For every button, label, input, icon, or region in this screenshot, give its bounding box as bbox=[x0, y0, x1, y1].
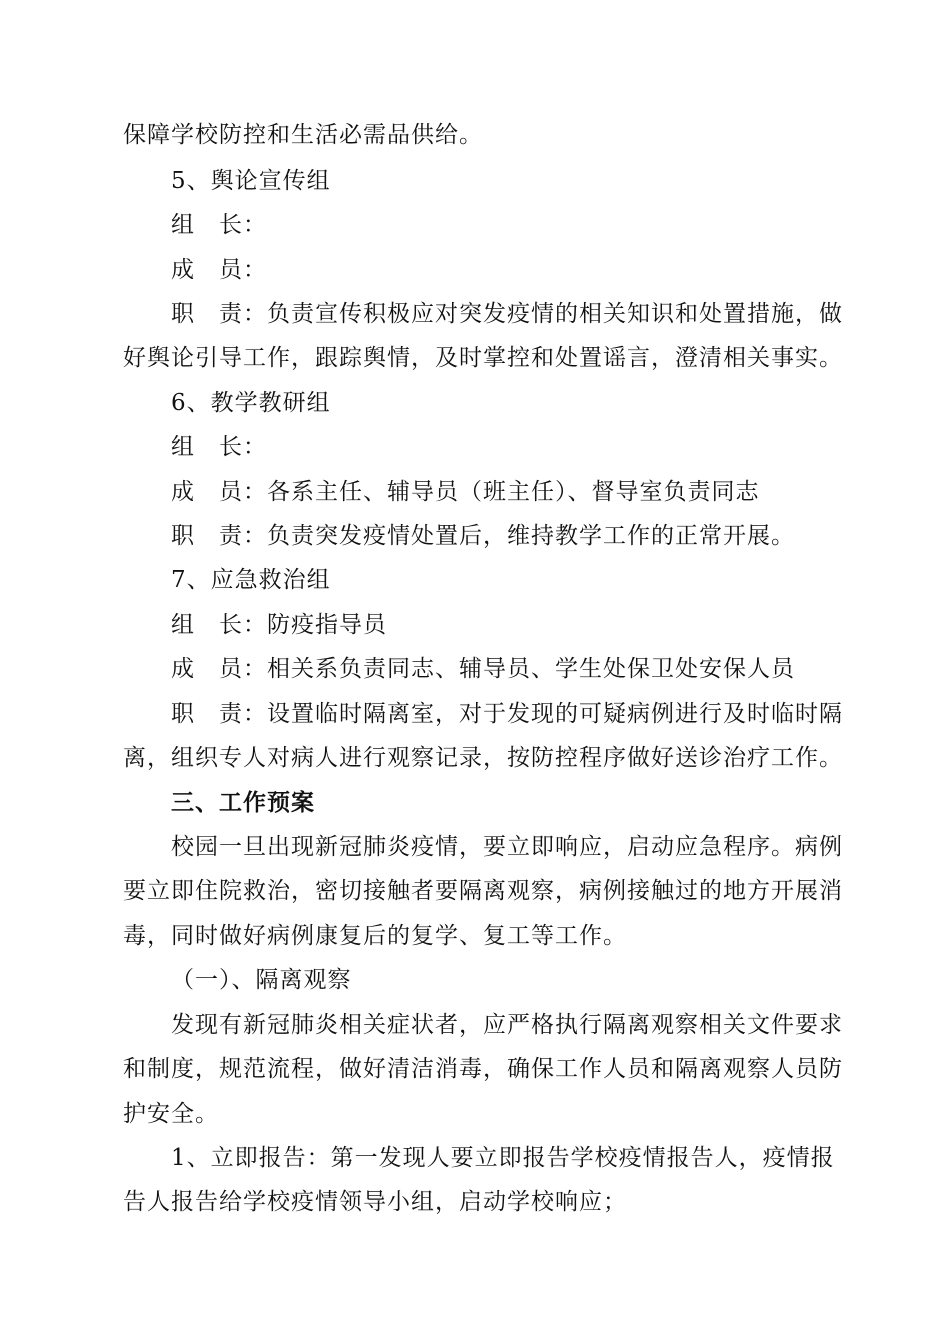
body-text-line: 护安全。 bbox=[123, 1101, 219, 1127]
body-text-line: 要立即住院救治，密切接触者要隔离观察，病例接触过的地方开展消 bbox=[123, 878, 843, 904]
body-text-line: 发现有新冠肺炎相关症状者，应严格执行隔离观察相关文件要求 bbox=[171, 1012, 843, 1038]
group-leader-line: 组 长： bbox=[171, 212, 267, 238]
body-text-line: 保障学校防控和生活必需品供给。 bbox=[123, 122, 483, 148]
duty-line: 职 责：负责宣传积极应对突发疫情的相关知识和处置措施，做 bbox=[171, 301, 843, 327]
duty-line-continued: 好舆论引导工作，跟踪舆情，及时掌控和处置谣言，澄清相关事实。 bbox=[123, 345, 843, 371]
duty-line: 职 责：设置临时隔离室，对于发现的可疑病例进行及时临时隔 bbox=[171, 701, 843, 727]
section-heading: 三、工作预案 bbox=[171, 790, 315, 816]
group-leader-line: 组 长：防疫指导员 bbox=[171, 612, 387, 638]
body-text-line: 1、立即报告：第一发现人要立即报告学校疫情报告人，疫情报 bbox=[171, 1145, 835, 1171]
body-text-line: 毒，同时做好病例康复后的复学、复工等工作。 bbox=[123, 923, 627, 949]
section-subheading: 5、舆论宣传组 bbox=[171, 168, 331, 194]
body-text-line: 校园一旦出现新冠肺炎疫情，要立即响应，启动应急程序。病例 bbox=[171, 834, 843, 860]
duty-line: 职 责：负责突发疫情处置后，维持教学工作的正常开展。 bbox=[171, 523, 795, 549]
group-leader-line: 组 长： bbox=[171, 434, 267, 460]
body-text-line: 和制度，规范流程，做好清洁消毒，确保工作人员和隔离观察人员防 bbox=[123, 1056, 843, 1082]
group-member-line: 成 员：各系主任、辅导员（班主任）、督导室负责同志 bbox=[171, 479, 760, 505]
group-member-line: 成 员： bbox=[171, 257, 267, 283]
section-subheading: 7、应急救治组 bbox=[171, 567, 331, 593]
group-member-line: 成 员：相关系负责同志、辅导员、学生处保卫处安保人员 bbox=[171, 656, 795, 682]
duty-line-continued: 离，组织专人对病人进行观察记录，按防控程序做好送诊治疗工作。 bbox=[123, 745, 843, 771]
body-text-line: 告人报告给学校疫情领导小组，启动学校响应； bbox=[123, 1189, 627, 1215]
section-subheading: 6、教学教研组 bbox=[171, 390, 331, 416]
section-subheading: （一）、隔离观察 bbox=[171, 967, 352, 993]
